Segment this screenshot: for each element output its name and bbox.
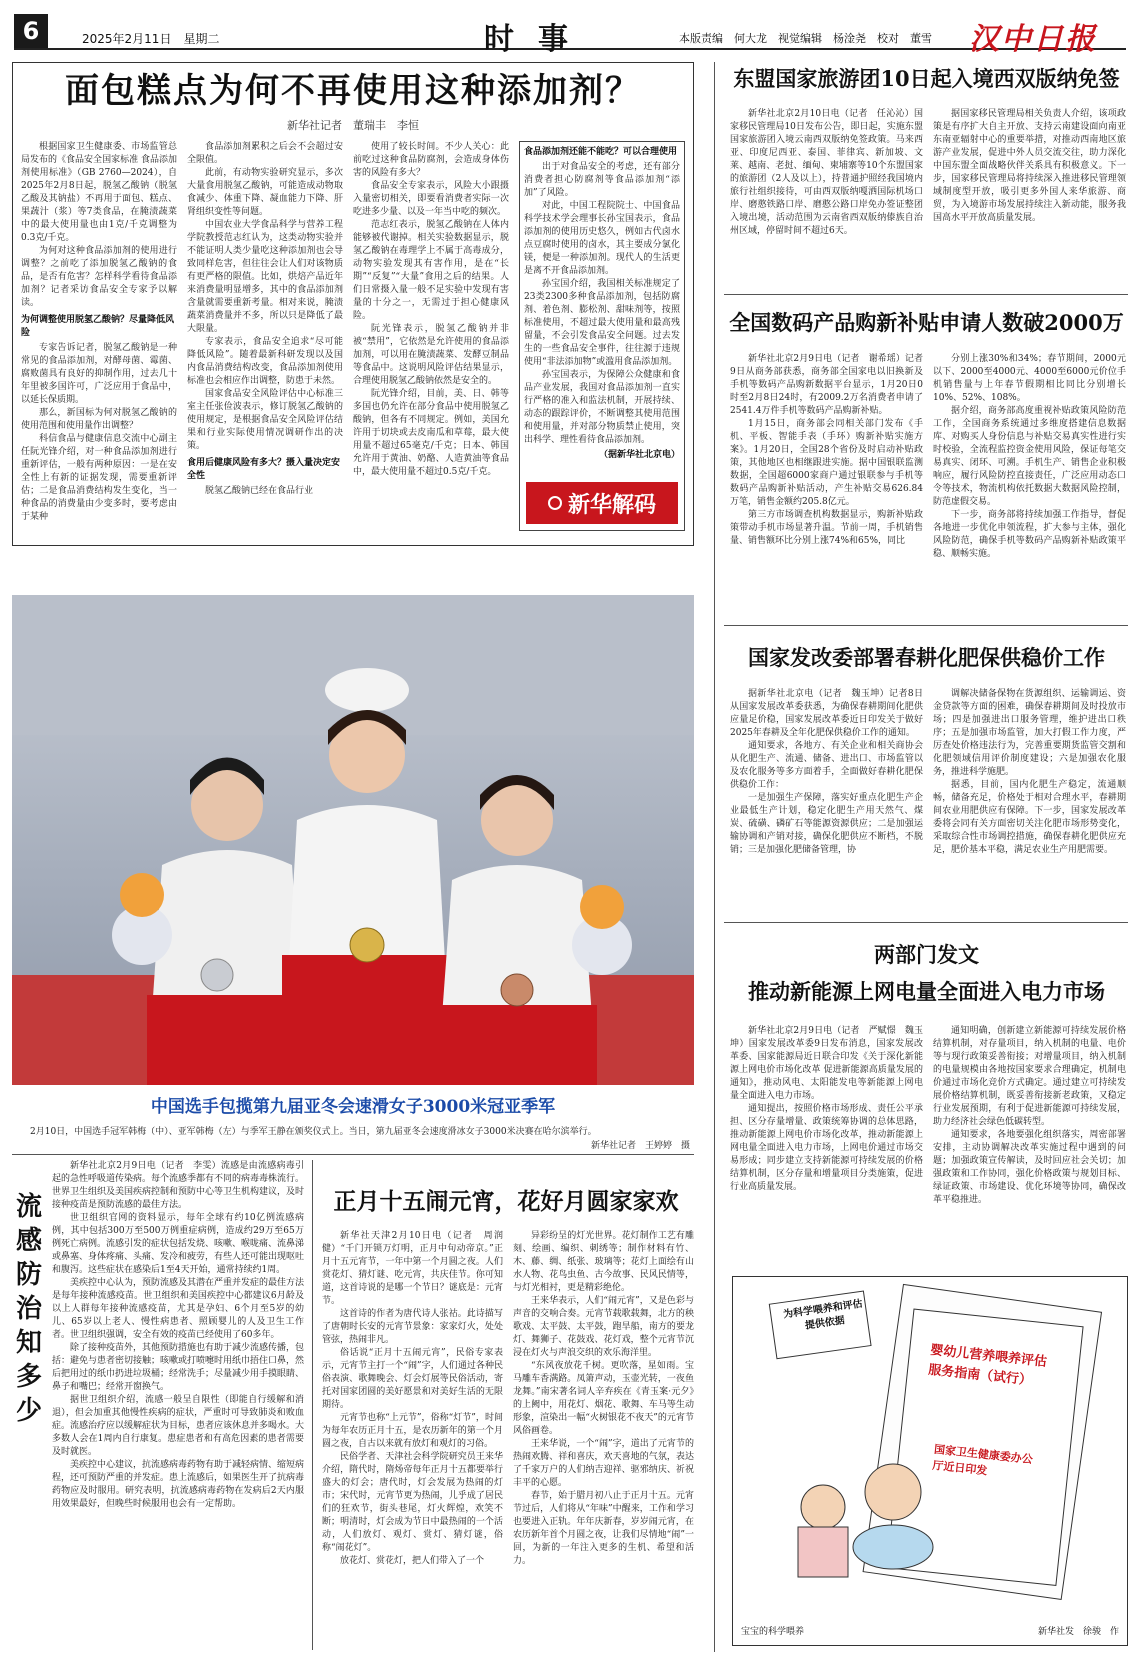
divider bbox=[724, 294, 1128, 295]
energy-col-2 bbox=[933, 1025, 1126, 1255]
asean-col-2 bbox=[933, 108, 1126, 288]
paragraph: 新华社北京2月9日电（记者 谢希瑶）记者9日从商务部获悉，商务部全国家电以旧换新及手机等数码产品购新数据平台显示，1月20日0时至2月8日24时，有2009.2万名消费者申请了2541.4万件手机等数码产品购新补贴。 bbox=[730, 354, 923, 416]
editors-line: 本版责编 何大龙 视觉编辑 杨淦尧 校对 董雪 bbox=[679, 32, 932, 45]
paragraph: 那么，新国标为何对脱氢乙酸钠的使用范围和使用量作出调整？ bbox=[21, 408, 177, 431]
page-header bbox=[14, 14, 1126, 57]
paragraph: 新华社北京2月9日电（记者 严赋憬 魏玉坤）国家发展改革委9日发布消息，国家发展改革委、国家能源局近日联合印发《关于深化新能源上网电价市场化改革 促进新能源高质量发展的通知》，推动风电、太阳能发电等新能源上网电量全面进入电力市场。 bbox=[730, 1026, 923, 1101]
paragraph: 为何对这种食品添加剂的使用进行调整？之前吃了添加脱氢乙酸钠的食品，是否有危害？怎样科学看待食品添加剂？记者采访食品安全专家予以解读。 bbox=[21, 246, 177, 308]
cartoon-sheet-title: 婴幼儿营养喂养评估服务指南（试行） bbox=[927, 1342, 1048, 1389]
digital-title: 全国数码产品购新补贴申请人数破2000万 bbox=[729, 310, 1124, 335]
speed-skating-photo bbox=[12, 595, 694, 1085]
paragraph: 国家食品安全风险评估中心标准三室主任张俭波表示，修订脱氢乙酸钠的使用规定，是根据食品安全风险评估结果和行业实际使用情况调研作出的决策。 bbox=[187, 389, 343, 451]
energy-body bbox=[730, 1025, 1126, 1255]
paragraph: 元宵节也称“上元节”，俗称“灯节”，时间为每年农历正月十五，是农历新年的第一个月圆之夜，自古以来就有放灯和观灯的习俗。 bbox=[322, 1413, 503, 1449]
subheading: 食用后健康风险有多大？摄入量决定安全性 bbox=[187, 458, 341, 481]
paragraph: 专家表示，食品安全追求“尽可能降低风险”。随着最新科研发现以及国内食品消费结构改变，食品添加剂使用标准也会相应作出调整，防患于未然。 bbox=[187, 337, 343, 386]
paragraph: 美疾控中心建议，抗流感病毒药物有助于减轻病情、缩短病程，还可预防严重的并发症。患上流感后，如果医生开了抗病毒药物应及时服用。研究表明，抗流感病毒药物在发病后2天内服用效果最好，但晚些时候服用也会有一定帮助。 bbox=[52, 1460, 304, 1509]
cartoon-footer-left: 宝宝的科学喂养 bbox=[741, 1627, 805, 1637]
bread-col-2 bbox=[187, 141, 343, 531]
infant-feeding-cartoon bbox=[732, 1276, 1128, 1646]
divider bbox=[714, 62, 715, 1652]
lantern-title: 正月十五闹元宵，花好月圆家家欢 bbox=[333, 1188, 679, 1215]
bread-byline: 新华社记者 董瑞丰 李恒 bbox=[287, 119, 419, 132]
paragraph: 中国农业大学食品科学与营养工程学院教授范志红认为，这类动物实验并不能证明人类少量吃这种添加剂也会导致同样危害，但往往会让人们对该物质有更严格的限值。比如，烘焙产品近年来消费量明显增多，其中的食品添加剂含量就需要重新考量。相对来说，腌渍蔬菜消费量并不多，所以只是降低了最大限量。 bbox=[187, 220, 343, 334]
flu-body bbox=[52, 1160, 304, 1650]
bread-col-4 bbox=[519, 141, 685, 531]
bread-title: 面包糕点为何不再使用这种添加剂？ bbox=[65, 71, 641, 111]
cartoon-sign: 为科学喂养和评估提供依据 bbox=[782, 1298, 864, 1332]
digital-col-1 bbox=[730, 353, 923, 615]
divider bbox=[12, 1154, 694, 1155]
paragraph: 王来华说，一个“闹”字，道出了元宵节的热闹欢腾、祥和喜庆，欢天喜地的气氛，表达了千家万户的人们纳吉迎祥、驱邪纳庆、祈祝丰平的心愿。 bbox=[513, 1439, 694, 1488]
paragraph: 根据国家卫生健康委、市场监管总局发布的《食品安全国家标准 食品添加剂使用标准》（GB 2760—2024），自2025年2月8日起，脱氢乙酸钠（脱氢乙酸及其钠盐）不再用于面包、糕点、果蔬汁（浆）等7类食品，在腌渍蔬菜中的最大使用量也由1克/千克调整为0.3克/千克。 bbox=[21, 142, 177, 243]
lantern-col-1 bbox=[322, 1230, 503, 1650]
paragraph: 阮光锋表示，脱氢乙酸钠并非被“禁用”，它依然是允许使用的食品添加剂，可以用在腌渍蔬菜、发酵豆制品等食品中。这说明风险评估结果显示，合理使用脱氢乙酸钠依然是安全的。 bbox=[353, 324, 509, 386]
photo-caption: 2月10日，中国选手冠军韩梅（中）、亚军韩梅（左）与季军王静在颁奖仪式上。当日，第九届亚冬会速度滑冰女子3000米决赛在哈尔滨举行。 bbox=[30, 1127, 597, 1137]
digital-col-2 bbox=[933, 353, 1126, 615]
paragraph: 孙宝国介绍，我国相关标准规定了23类2300多种食品添加剂，包括防腐剂、着色剂、膨松剂、甜味剂等，按照标准使用，不超过最大使用量和最高残留量，不会引发食品安全问题。过去发生的一些食品安全事件，往往源于违规使用“非法添加物”或滥用食品添加剂。 bbox=[524, 279, 680, 367]
cartoon-sheet-org: 国家卫生健康委办公厅近日印发 bbox=[931, 1442, 1034, 1478]
lantern-body bbox=[322, 1230, 694, 1650]
paragraph: 这首诗的作者为唐代诗人张祜。此诗描写了唐朝时长安的元宵节景象：家家灯火，处处管弦，热闹非凡。 bbox=[322, 1309, 503, 1345]
bronze-medal-icon bbox=[501, 974, 533, 1006]
paragraph: 下一步，商务部将持续加强工作指导，督促各地进一步优化申领流程，扩大参与主体，强化风险防范，确保手机等数码产品购新补贴政策平稳、顺畅实施。 bbox=[933, 510, 1126, 559]
paragraph: 一是加强生产保障，落实好重点化肥生产企业最低生产计划，稳定化肥生产用天然气、煤炭、硫磺、磷矿石等能源资源供应；二是加强运输协调和产销对接，确保化肥供应不断档，不脱销；三是加强化肥储备管理，协 bbox=[730, 793, 923, 855]
paragraph: 据新华社北京电（记者 魏玉坤）记者8日从国家发展改革委获悉，为确保春耕期间化肥供应量足价稳，国家发展改革委近日印发关于做好2025年春耕及全年化肥保供稳价工作的通知。 bbox=[730, 689, 923, 738]
paragraph: 食品安全专家表示，风险大小跟摄入量密切相关，即要看消费者实际一次吃进多少量、以及一年当中吃的频次。 bbox=[353, 181, 509, 217]
paragraph: 孙宝国表示，为保障公众健康和食品产业发展，我国对食品添加剂一直实行严格的准入和监法机制，开展持续、动态的跟踪评价，不断调整其使用范围和使用量，并对部分物质禁止使用，突出科学、理性看待食品添加剂。 bbox=[524, 370, 680, 445]
ndrc-col-2 bbox=[933, 688, 1126, 910]
paragraph: 世卫组织官网的资料显示，每年全球有约10亿例流感病例，其中包括300万至500万例重症病例，造成约29万至65万例死亡病例。流感引发的症状包括发烧、咳嗽、喉咙痛、流鼻涕或鼻塞、身体疼痛、头痛、发冷和疲劳，有些人还可能出现呕吐和腹泻。这些症状在感染后1至4天开始，通常持续约1周。 bbox=[52, 1213, 304, 1275]
bread-col-3 bbox=[353, 141, 509, 531]
photo-caption-title: 中国选手包揽第九届亚冬会速滑女子3000米冠亚季军 bbox=[150, 1097, 556, 1117]
paragraph: 据介绍，商务部高度重视补贴政策风险防范工作，全国商务系统通过多维度搭建信息数据库、对购买人身份信息与补贴交易真实性进行实时校验，全流程监控资金使用风险，保证每笔交易真实、闭环、可溯。手机生产、销售企业积极响应，履行风险防控直接责任，广泛应用动态口令等技术，物流机构依托数据大数据风险控制，防范虚假交易。 bbox=[933, 406, 1126, 507]
ndrc-col-1 bbox=[730, 688, 923, 910]
xinhua-decode-badge: 新华解码 bbox=[526, 482, 678, 524]
paragraph: 对此，中国工程院院士、中国食品科学技术学会理事长孙宝国表示，食品添加剂的使用历史悠久，例如古代卤水点豆腐时使用的卤水，其主要成分氯化镁，便是一种添加剂。现代人的生活更是离不开食品添加剂。 bbox=[524, 201, 680, 276]
paragraph: 科信食品与健康信息交流中心副主任阮光锋介绍，对一种食品添加剂进行重新评估，一般有两种原因：一是在安全性上有新的证据发现，需要重新评估；二是食品消费结构发生变化，当一种食品的消费量由少变多时，要考虑由于某种 bbox=[21, 434, 177, 522]
newspaper-masthead: 汉中日报 bbox=[969, 22, 1097, 57]
page-number: 6 bbox=[14, 14, 48, 48]
paragraph: 据悉，目前，国内化肥生产稳定，流通顺畅，储备充足，价格处于相对合理水平，春耕期间农业用肥供应有保障。下一步，国家发展改革委将会同有关方面密切关注化肥市场形势变化，采取综合性市场调控措施，确保春耕化肥供应充足，肥价基本平稳，满足农业生产用肥需要。 bbox=[933, 780, 1126, 855]
bread-col-1 bbox=[21, 141, 177, 531]
paragraph: 范志红表示，脱氢乙酸钠在人体内能够被代谢掉。相关实验数据显示，脱氢乙酸钠在毒理学上不属于高毒成分，动物实验发现其有害作用，是在“长期”“反复”“大量”食用之后的结果。人们日常摄入量一般不足实验中发现有害量的十分之一，无需过于担心健康风险。 bbox=[353, 220, 509, 321]
paragraph: 俗话说“正月十五闹元宵”，民俗专家表示，元宵节主打一个“闹”字，人们通过各种民俗表演、歌舞晚会、灯会灯展等民俗活动，寄托对国家团圆的美好愿景和对美好生活的无限期待。 bbox=[322, 1348, 503, 1410]
asean-col-1 bbox=[730, 108, 923, 288]
paragraph: 阮光锋介绍，目前，美、日、韩等多国也仍允许在部分食品中使用脱氢乙酸钠，但各有不同规定。例如，美国允许用于切块或去皮南瓜和草莓，最大使用量不超过65毫克/千克；日本、韩国允许用于黄油、奶酪、人造黄油等食品中，最大使用量不超过0.5克/千克。 bbox=[353, 389, 509, 477]
paragraph: 新华社北京2月9日电（记者 李雯）流感是由流感病毒引起的急性呼吸道传染病。每个流感季都有不同的病毒毒株流行。世界卫生组织及美国疾病控制和预防中心等卫生机构建议，及时接种疫苗是预防流感的最佳方法。 bbox=[52, 1161, 304, 1210]
digital-body bbox=[730, 353, 1126, 615]
asean-body bbox=[730, 108, 1126, 288]
paragraph: 通知提出，按照价格市场形成、责任公平承担、区分存量增量、政策统筹协调的总体思路，推动新能源上网电价市场化改革，推动新能源上网电量全面进入电力市场，上网电价通过市场交易形成；同步建立支持新能源可持续发展的价格结算机制，区分存量和增量项目分类施策，促进行业高质量发展。 bbox=[730, 1104, 923, 1192]
paragraph: 据国家移民管理局相关负责人介绍，该项政策是有序扩大自主开放、支持云南建设面向南亚东南亚辐射中心的重要举措，对推动西南地区旅游产业发展，促进中外人员交流交往，助力深化中国东盟全面战略伙伴关系具有积极意义。下一步，国家移民管理局将持续深入推进移民管理领域制度型开放，吸引更多外国人来华旅游、商贸，为入境游市场发展持续注入新动能，服务我国高水平开放高质量发展。 bbox=[933, 109, 1126, 223]
ndrc-body bbox=[730, 688, 1126, 910]
lantern-col-2 bbox=[513, 1230, 694, 1650]
subheading: 为何调整使用脱氢乙酸钠？尽量降低风险 bbox=[21, 315, 175, 338]
asean-title: 东盟国家旅游团10日起入境西双版纳免签 bbox=[733, 66, 1120, 91]
silver-medal-icon bbox=[201, 959, 233, 991]
paragraph: 食品添加剂累积之后会不会超过安全限值。 bbox=[187, 142, 343, 165]
photo-credit: 新华社记者 王婷婷 摄 bbox=[590, 1141, 690, 1151]
paragraph: 异彩纷呈的灯光世界。花灯制作工艺有雕刻、绘画、编织、刺绣等；制作材料有竹、木、藤、绸、纸张、玻璃等；花灯上面绘有山水人物、花鸟虫鱼、古今故事、民风民情等，与灯光相衬，更是精彩绝伦。 bbox=[513, 1231, 694, 1293]
podium-illustration bbox=[12, 595, 694, 1085]
paragraph: 据世卫组织介绍，流感一般呈自限性（即能自行缓解和消退），但会加重其他慢性疾病的症状，严重时可导致肺炎和败血症。流感治疗应以缓解症状为目标，患者应该休息并多喝水。大多数人会在1周内自行康复。患症患者和有高危因素的患者需要及时就医。 bbox=[52, 1395, 304, 1457]
energy-title-2: 推动新能源上网电量全面进入电力市场 bbox=[748, 979, 1105, 1004]
ndrc-title: 国家发改委部署春耕化肥保供稳价工作 bbox=[748, 645, 1105, 670]
paragraph: 放花灯、赏花灯，把人们带入了一个 bbox=[340, 1556, 485, 1566]
paragraph: 此前，有动物实验研究显示，多次大量食用脱氢乙酸钠，可能造成动物取食减少、体重下降、凝血能力下降、肝肾组织变性等问题。 bbox=[187, 168, 343, 217]
paragraph: 脱氢乙酸钠已经在食品行业 bbox=[205, 486, 314, 496]
paragraph: 除了接种疫苗外，其他预防措施也有助于减少流感传播，包括：避免与患者密切接触；咳嗽或打喷嚏时用纸巾捂住口鼻，然后把用过的纸巾扔进垃圾桶；经常洗手；尽量减少用手摸眼睛、鼻子和嘴巴；经常开窗换气。 bbox=[52, 1343, 304, 1392]
energy-title-1: 两部门发文 bbox=[874, 942, 979, 967]
energy-col-1 bbox=[730, 1025, 923, 1255]
paragraph: 通知要求，各地方、有关企业和相关商协会从化肥生产、流通、储备、进出口、市场监管以及农化服务等多方面着手，全面做好春耕化肥保供稳价工作： bbox=[730, 741, 923, 790]
divider bbox=[724, 922, 1128, 923]
paragraph: 王来华表示，人们“闹元宵”，又是色彩与声音的交响合奏。元宵节载歌载舞，北方的秧歌戏、太平鼓、太平鼓，跑旱船，南方的要龙灯、舞狮子、花鼓戏、花灯戏，整个元宵节沉浸在灯火与声浪交织的欢乐海洋里。 bbox=[513, 1296, 694, 1358]
paragraph: 春节，始于腊月初八止于正月十五。元宵节过后，人们将从“年味”中醒来，工作和学习也要进入正轨。年年庆新春，岁岁闹元宵，在农历新年首个月圆之夜，让我们尽情地“闹”一回，为新的一年注入更多的生机、希望和活力。 bbox=[513, 1491, 694, 1566]
divider bbox=[312, 1160, 313, 1650]
divider bbox=[724, 625, 1128, 626]
paragraph: 通知明确，创新建立新能源可持续发展价格结算机制，对存量项目，纳入机制的电量、电价等与现行政策妥善衔接；对增量项目，纳入机制的电量规模由各地按国家要求合理确定，机制电价通过市场化竞价方式确定。通过建立可持续发展价格结算机制，既妥善衔接新老政策，又稳定行业发展预期，有利于促进新能源可持续发展，助力经济社会绿色低碳转型。 bbox=[933, 1026, 1126, 1127]
bread-subhead-4: 食品添加剂还能不能吃？可以合理使用 bbox=[524, 147, 678, 157]
issue-date: 2025年2月11日 星期二 bbox=[82, 32, 220, 46]
flu-title: 流感防治知多少 bbox=[15, 1192, 42, 1426]
paragraph: 民俗学者、天津社会科学院研究员王来华介绍，隋代时，隋炀帝每年正月十五都要举行盛大的灯会；唐代时，灯会发展为热闹的灯市；宋代时，元宵节更为热闹，儿乎成了居民们的狂欢节，街头巷尾，灯火辉煌，欢笑不断；明清时，灯会成为节日中最热闹的一个活动，人们放灯、观灯、赏灯、猜灯谜，俗称“闹花灯”。 bbox=[322, 1452, 503, 1553]
circle-icon bbox=[548, 496, 562, 510]
paragraph: 新华社天津2月10日电（记者 周润健）“千门开锁万灯明，正月中旬动帝京。”正月十五元宵节，一年中第一个月圆之夜。人们赏花灯、猜灯谜、吃元宵，共庆佳节。你可知道，这首诗说的是哪一个节日？谜底是：元宵节。 bbox=[322, 1231, 503, 1306]
cartoon-footer-right: 新华社发 徐骏 作 bbox=[1037, 1627, 1119, 1637]
paragraph: 美疾控中心认为，预防流感及其潜在严重并发症的最佳方法是每年接种流感疫苗。世卫组织和美国疾控中心都建议6月龄及以上人群每年接种流感疫苗，尤其是孕妇、6个月至5岁的幼儿、65岁以上老人、慢性病患者、照顾婴儿的人及卫生工作者。世卫组织强调，安全有效的疫苗已经使用了60多年。 bbox=[52, 1278, 304, 1340]
paragraph: 使用了较长时间。不少人关心：此前吃过这种食品防腐剂，会造成身体伤害的风险有多大？ bbox=[353, 142, 509, 178]
paragraph: “东风夜放花千树。更吹落，星如雨。宝马雕车香满路。凤箫声动，玉壶光转，一夜鱼龙舞。”南宋著名词人辛弃疾在《青玉案·元夕》的上阙中，用花灯、烟花、歌舞、车马等生动形象，渲染出一幅“火树银花不夜天”的元宵节风俗画卷。 bbox=[513, 1361, 694, 1436]
paragraph: 调解决储备保物在货源组织、运输调运、资金贷款等方面的困难，确保春耕期间及时投放市场；四是加强进出口服务管理，维护进出口秩序；五是加强市场监管，加大打假工作力度，严厉查处价格违法行为，完善重要期货监管交割和化肥领域信用评价制度建设；六是加强农化服务，推进科学施肥。 bbox=[933, 689, 1126, 777]
paragraph: 通知要求，各地要强化组织落实，周密部署安排，主动协调解决改革实施过程中遇到的问题；加强政策宣传解读，及时回应社会关切；加强政策和工作协同，强化价格政策与规划目标、绿证政策、市场建设、优化环境等协同，确保改革平稳推进。 bbox=[933, 1130, 1126, 1205]
bread-article bbox=[12, 62, 694, 546]
bread-source: （据新华社北京电） bbox=[598, 450, 680, 460]
section-title: 时事 bbox=[484, 22, 592, 57]
paragraph: 1月15日，商务部会同相关部门发布《手机、平板、智能手表（手环）购新补贴实施方案》。1月20日，全国28个省份及时启动补贴政策，其他地区也相继跟进实施。据中国银联监测数据，全国超6000家商户通过银联参与手机等数码产品购新补贴活动，产生补贴交易626.84万笔，销售金额约205.8亿元。 bbox=[730, 419, 923, 507]
paragraph: 专家告诉记者，脱氢乙酸钠是一种常见的食品添加剂，对酵母菌、霉菌、腐败菌具有良好的抑制作用，过去几十年里被多国许可，广泛应用于食品中，以延长保质期。 bbox=[21, 343, 177, 405]
paragraph: 出于对食品安全的考虑，还有部分消费者担心防腐剂等食品添加剂“添加”了风险。 bbox=[524, 162, 680, 198]
gold-medal-icon bbox=[350, 928, 384, 962]
paragraph: 分别上涨30%和34%；春节期间，2000元以下、2000至4000元、4000至6000元价位手机销售量与上年春节假期相比同比分别增长10%、52%、108%。 bbox=[933, 354, 1126, 403]
paragraph: 第三方市场调查机构数据显示，购新补贴政策带动手机市场显著升温。节前一周，手机销售量、销售额环比分别上涨74%和65%，同比 bbox=[730, 510, 923, 546]
paragraph: 新华社北京2月10日电（记者 任沁沁）国家移民管理局10日发布公告，即日起，实施东盟国家旅游团入境云南西双版纳免签政策。马来西亚、印度尼西亚、泰国、菲律宾、新加坡、文莱、越南、老挝、缅甸、柬埔寨等10个东盟国家的旅游团（2人及以上），持普通护照经我国境内旅行社组织接待，可由西双版纳嘎洒国际机场口岸、磨憨铁路口岸、磨憨公路口岸免办签证整团入境出境，活动范围为云南省西双版纳傣族自治州区域，停留时间不超过6天。 bbox=[730, 109, 923, 236]
